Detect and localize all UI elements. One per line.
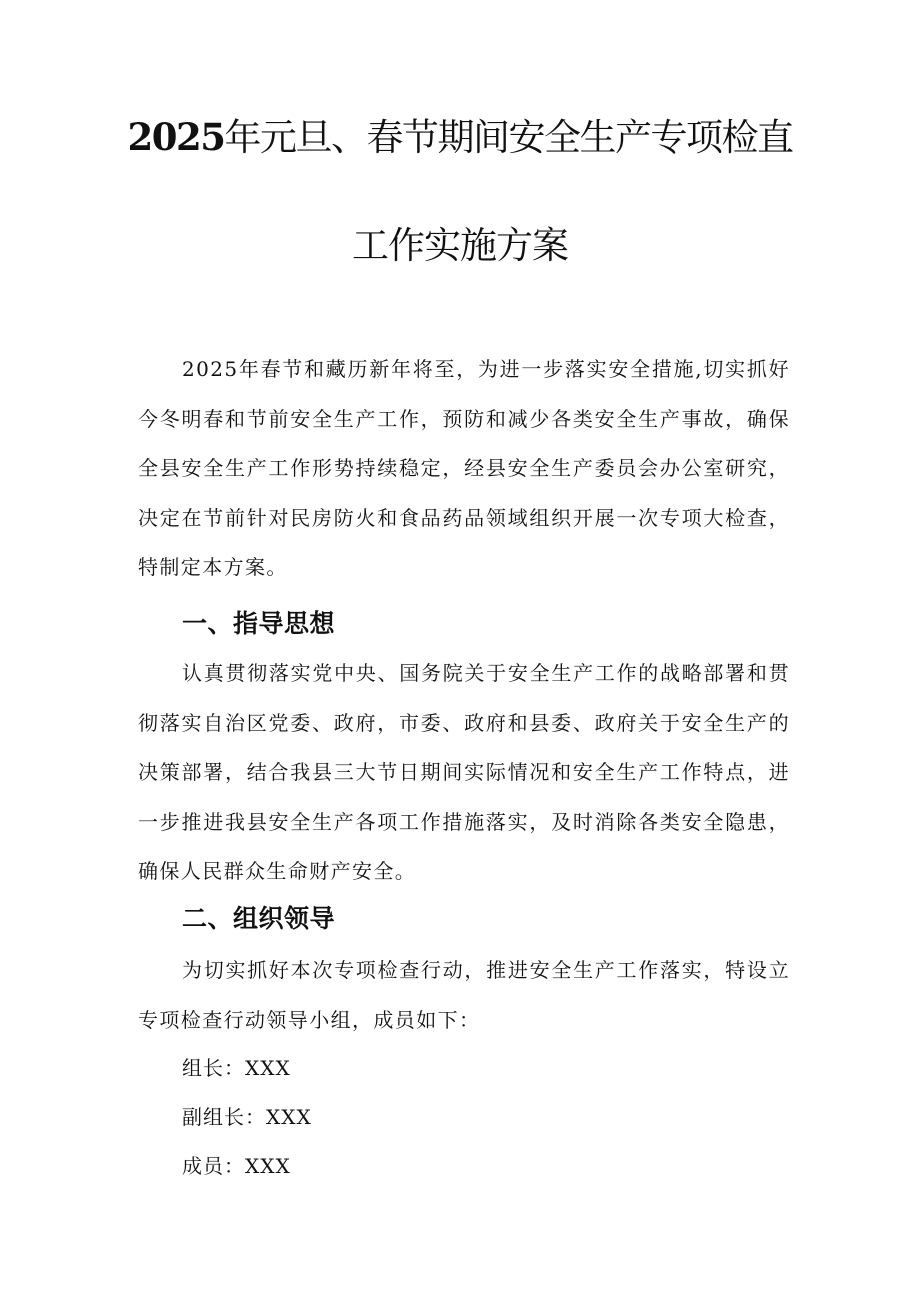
member-deputy-leader [182, 1101, 312, 1133]
member-value: XXX [245, 1056, 291, 1080]
title-text: 年元旦、春节期间安全生产专项检直 [224, 116, 793, 159]
member-label: 组长： [182, 1056, 245, 1080]
member-members [182, 1150, 291, 1182]
section-heading-organization: 二、组织领导 [182, 904, 336, 933]
intro-paragraph: 2025年春节和藏历新年将至，为进一步落实安全措施,切实抓好今冬明春和节前安全生产工作，预防和减少各类安全生产事故，确保全县安全生产工作形势持续稳定，经县安全生产委员会办公室研究，决定在节前针对民房防火和食品药品领域组织开展一次专项大检查，特制定本方案。 [138, 357, 790, 579]
document-title-line-1 [0, 113, 920, 162]
title-year: 2025 [127, 115, 225, 159]
member-label: 副组长： [182, 1105, 266, 1129]
member-value: XXX [245, 1154, 291, 1178]
member-leader [182, 1052, 291, 1084]
organization-paragraph: 为切实抓好本次专项检查行动，推进安全生产工作落实，特设立专项检查行动领导小组，成员如下： [138, 958, 790, 1032]
document-title-line-2: 工作实施方案 [352, 224, 568, 267]
section-heading-guiding-ideology: 一、指导思想 [182, 609, 336, 638]
guiding-ideology-paragraph: 认真贯彻落实党中央、国务院关于安全生产工作的战略部署和贯彻落实自治区党委、政府，市委、政府和县委、政府关于安全生产的决策部署，结合我县三大节日期间实际情况和安全生产工作特点，进一步推进我县安全生产各项工作措施落实，及时消除各类安全隐患，确保人民群众生命财产安全。 [138, 661, 790, 883]
member-label: 成员： [182, 1154, 245, 1178]
member-value: XXX [266, 1105, 312, 1129]
